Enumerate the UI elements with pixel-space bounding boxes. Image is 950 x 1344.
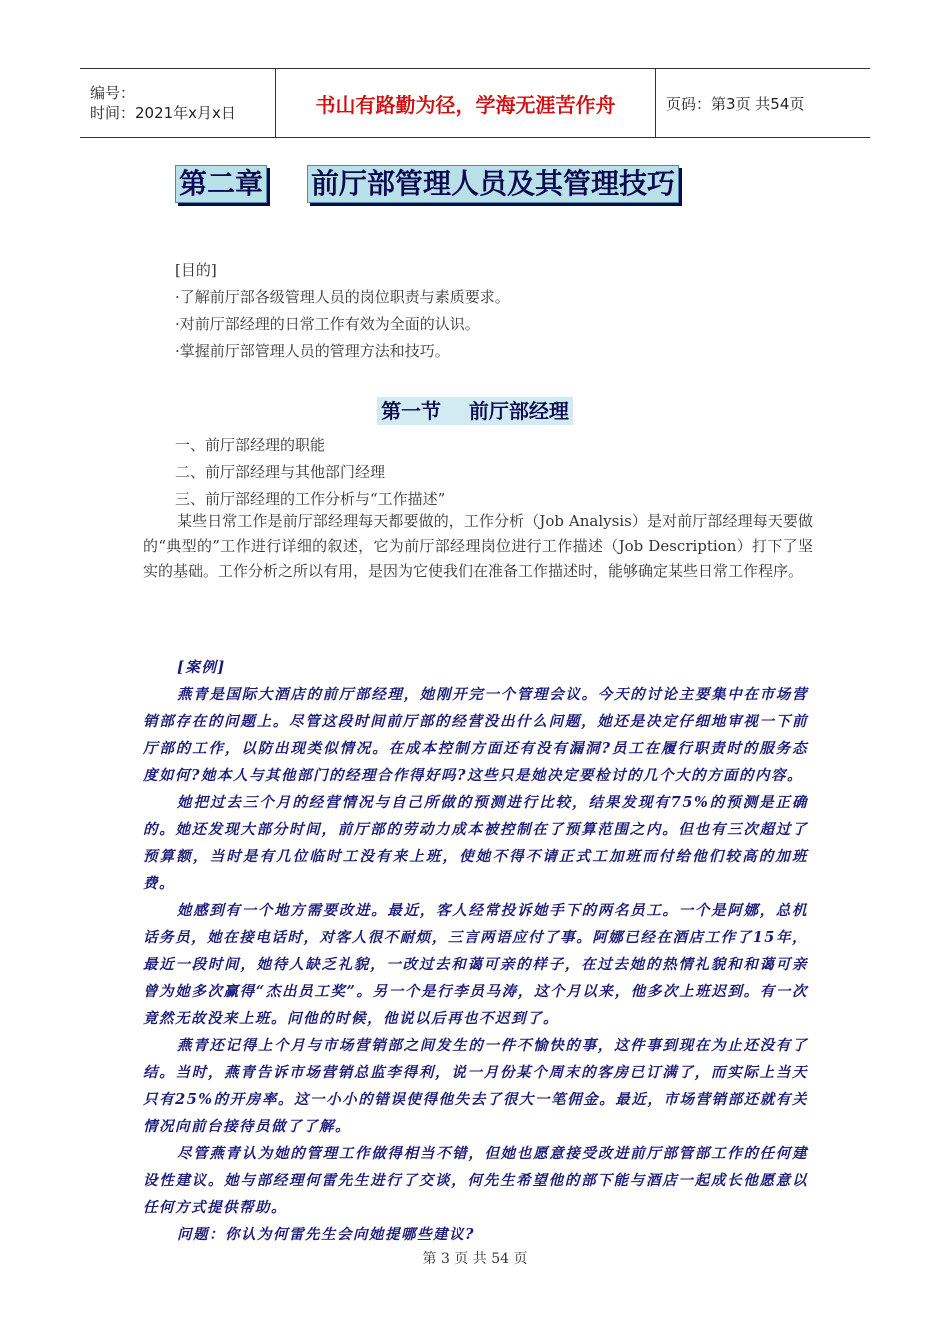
header-time: 时间：2021年x月x日	[90, 104, 236, 122]
outline-item: 二、前厅部经理与其他部门经理	[175, 463, 386, 481]
case-paragraph: 燕青还记得上个月与市场营销部之间发生的一件不愉快的事，这件事到现在为止还没有了结。当时，燕青告诉市场营销总监李得利，说一月份某个周末的客房已订满了，而实际上当天只有25%的开房率。这一小小的错误使得他失去了很大一笔佣金。最近，市场营销部还就有关情况向前台接待员做了了解。	[143, 1037, 808, 1135]
case-paragraph: 她把过去三个月的经营情况与自己所做的预测进行比较，结果发现有75%的预测是正确的。她还发现大部分时间，前厅部的劳动力成本被控制在了预算范围之内。但也有三次超过了预算额，当时是有几位临时工没有来上班，使她不得不请正式工加班而付给他们较高的加班费。	[143, 794, 808, 892]
chapter-number: 第二章	[175, 165, 267, 203]
chapter-title: 前厅部管理人员及其管理技巧	[307, 165, 679, 203]
intro-paragraph	[143, 509, 813, 584]
motto-text: 书山有路勤为径，学海无涯苦作舟	[315, 92, 616, 117]
header-page-info	[656, 69, 870, 137]
objective-item: ·了解前厅部各级管理人员的岗位职责与素质要求。	[175, 288, 510, 306]
objectives-heading: [目的]	[175, 261, 217, 279]
case-study	[143, 654, 808, 1248]
outline-item: 三、前厅部经理的工作分析与“工作描述”	[175, 490, 446, 508]
page-header	[80, 68, 870, 138]
header-number: 编号：	[90, 84, 136, 102]
outline-item: 一、前厅部经理的职能	[175, 436, 326, 454]
page-info-text: 页码：第3页 共54页	[666, 94, 805, 113]
intro-text: 某些日常工作是前厅部经理每天都要做的，工作分析（Job Analysis）是对前厅部经理每天要做的“典型的”工作进行详细的叙述，它为前厅部经理岗位进行工作描述（Job Description）打下了坚实的基础。工作分析之所以有用，是因为它使我们在准备工作描述时，能够确定某些日常工作程序。	[143, 512, 813, 580]
section-title: 第一节 前厅部经理	[377, 397, 573, 425]
chapter-heading	[175, 165, 695, 205]
case-paragraph: 她感到有一个地方需要改进。最近，客人经常投诉她手下的两名员工。一个是阿娜，总机话务员，她在接电话时，对客人很不耐烦，三言两语应付了事。阿娜已经在酒店工作了15年，最近一段时间，她待人缺乏礼貌，一改过去和蔼可亲的样子，在过去她的热情礼貌和和蔼可亲曾为她多次赢得“杰出员工奖”。另一个是行李员马涛，这个月以来，他多次上班迟到。有一次竟然无故没来上班。问他的时候，他说以后再也不迟到了。	[143, 902, 808, 1027]
case-question: 问题：你认为何雷先生会向她提哪些建议?	[177, 1226, 475, 1243]
case-paragraph: 燕青是国际大酒店的前厅部经理，她刚开完一个管理会议。今天的讨论主要集中在市场营销部存在的问题上。尽管这段时间前厅部的经营没出什么问题，她还是决定仔细地审视一下前厅部的工作，以防出现类似情况。在成本控制方面还有没有漏洞?员工在履行职责时的服务态度如何?她本人与其他部门的经理合作得好吗?这些只是她决定要检讨的几个大的方面的内容。	[143, 686, 808, 784]
objective-item: ·对前厅部经理的日常工作有效为全面的认识。	[175, 315, 480, 333]
section-heading	[0, 395, 950, 424]
header-motto	[276, 69, 656, 137]
objective-item: ·掌握前厅部管理人员的管理方法和技巧。	[175, 342, 450, 360]
page-footer: 第 3 页 共 54 页	[422, 1251, 528, 1267]
case-heading: [案例]	[177, 659, 226, 676]
header-meta	[80, 69, 276, 137]
outline	[175, 432, 445, 513]
case-paragraph: 尽管燕青认为她的管理工作做得相当不错，但她也愿意接受改进前厅部管部工作的任何建设性建议。她与部经理何雷先生进行了交谈，何先生希望他的部下能与酒店一起成长他愿意以任何方式提供帮助。	[143, 1145, 808, 1216]
objectives	[175, 257, 510, 365]
